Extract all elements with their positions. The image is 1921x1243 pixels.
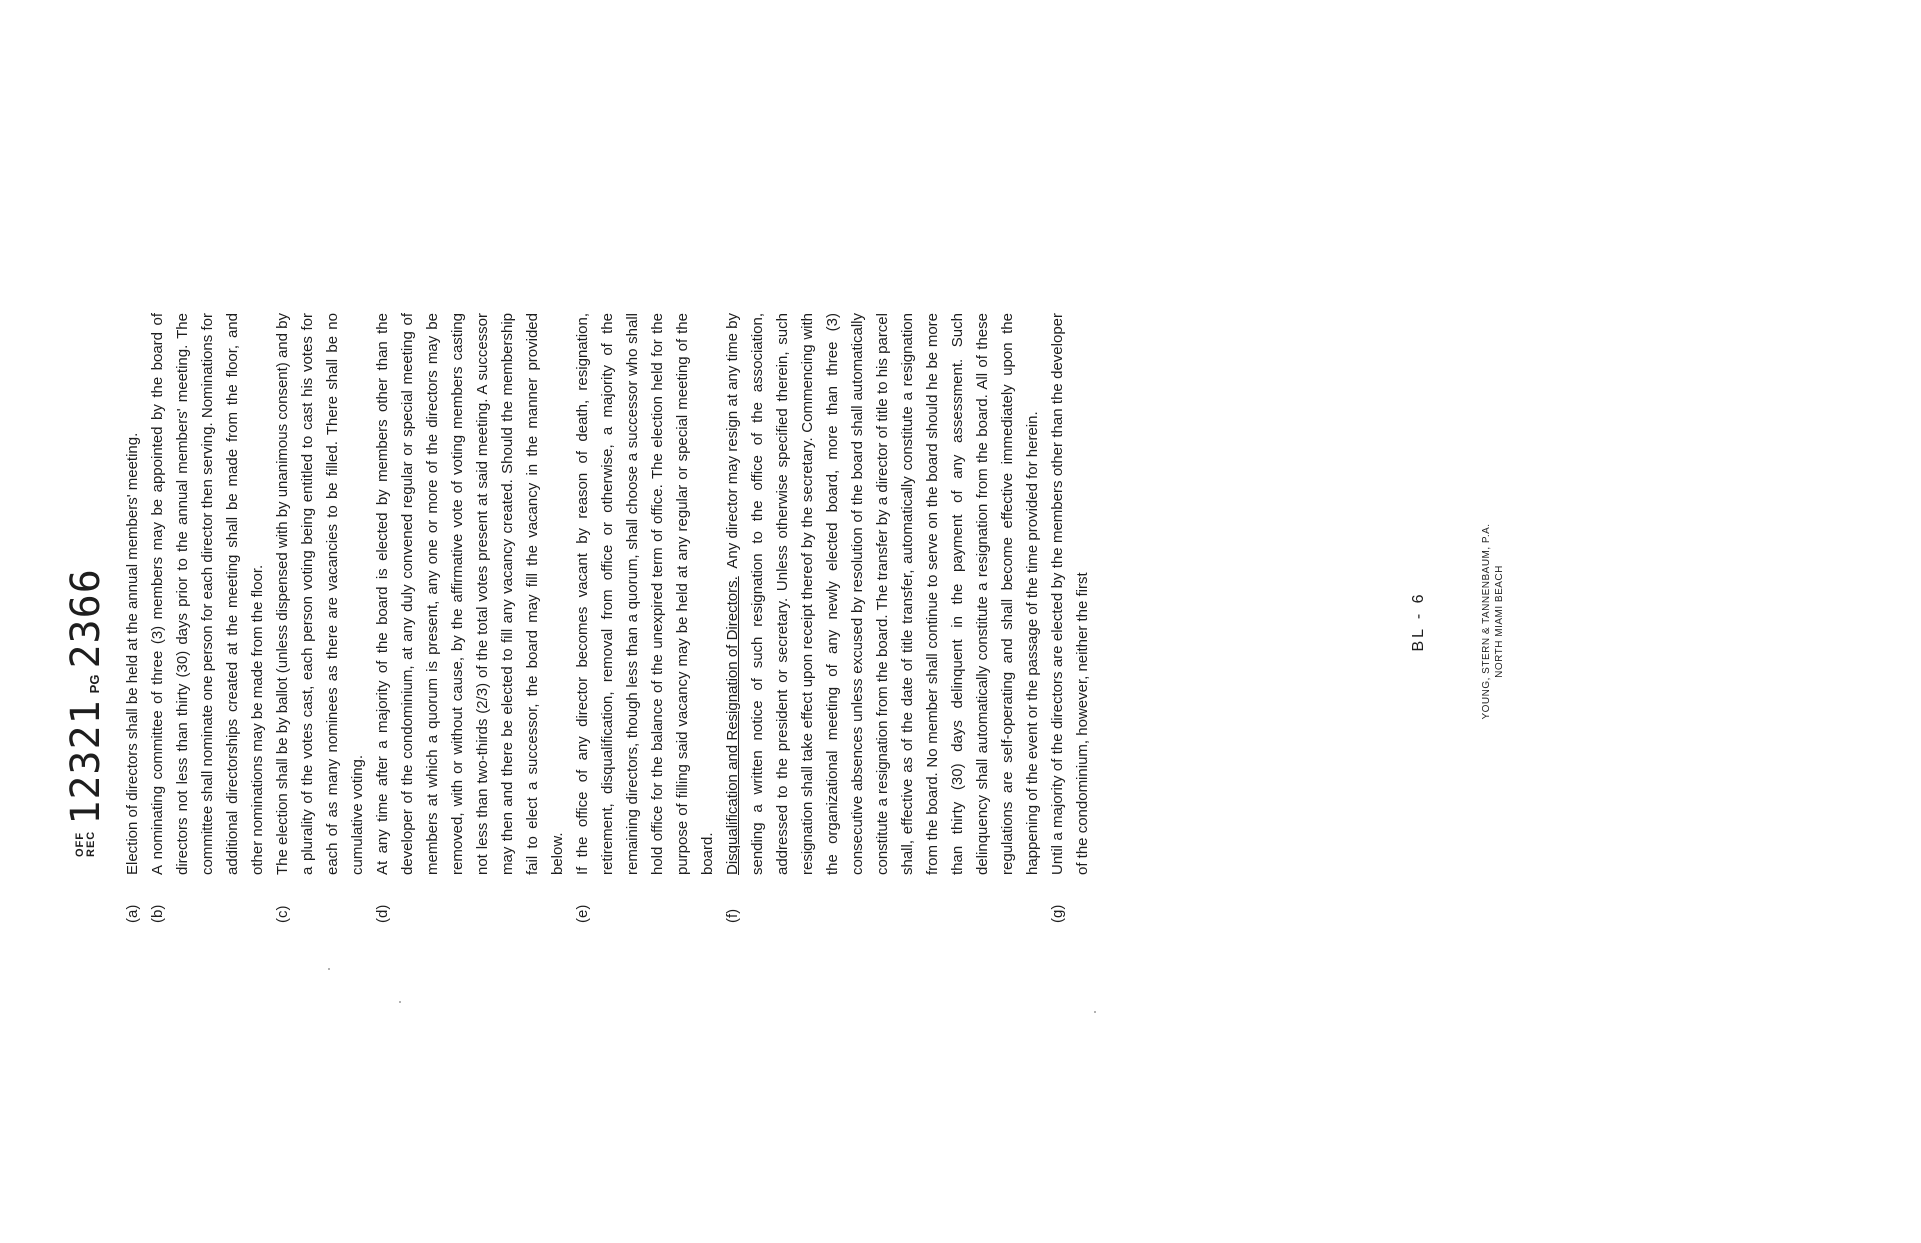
- clause-letter: (c): [274, 905, 291, 923]
- off-label: OFF: [74, 832, 86, 857]
- clause-letter: (e): [574, 904, 591, 923]
- clause-letter: (f): [724, 908, 741, 923]
- law-firm-footer: [1480, 0, 1506, 1243]
- off-rec-label: [75, 831, 97, 857]
- clause-body: Any director may resign at any time by sending a written notice of such resignation to the office of the association, addressed to the president or secretary. Unless otherwise specified therein, such resignation shall take effect upon receipt thereof by the secretary. Commencing with the organizational meeting of any newly elected board, more than three (3) consecutive absences unless excused by resolution of the board shall automatically constitute a resignation from the board. The transfer by a director of title to his parcel shall, effective as of the date of title transfer, automatically constitute a resignation from the board. No member shall continue to serve on the board should he be more than thirty (30) days delinquent in the payment of any assessment. Such delinquency shall automatically constitute a resignation from the board. All of these regulations are self-operating and shall become effective immediately upon the happening of the event or the passage of the time provided for herein.: [724, 312, 1041, 875]
- clause-d: [370, 313, 570, 923]
- clause-text: A nominating committee of three (3) members may be appointed by the board of directors not less than thirty (30) days prior to the annual members' meeting. The committee shall nominate one person for each director then serving. Nominations for additional directorships created at the meeting shall be made from the floor, and other nominations may be made from the floor.: [149, 313, 266, 875]
- clause-heading: Disqualification and Resignation of Directors.: [724, 576, 741, 875]
- clause-b: [145, 313, 270, 923]
- clause-text: [720, 313, 1045, 875]
- official-record-stamp: [63, 568, 109, 857]
- clause-e: [570, 313, 720, 923]
- clause-f: [720, 313, 1045, 923]
- clause-letter: (b): [149, 904, 166, 923]
- clause-letter: (g): [1049, 904, 1066, 923]
- clause-a: [120, 313, 145, 923]
- clause-text: At any time after a majority of the board is elected by members other than the developer of the condominium, at any duly convened regular or special meeting of members at which a quorum is present, any one or more of the directors may be removed, with or without cause, by the affirmative vote of voting members casting not less than two-thirds (2/3) of the total votes present at said meeting. A successor may then and there be elected to fill any vacancy created. Should the membership fail to elect a successor, the board may fill the vacancy in the manner provided below.: [374, 313, 566, 875]
- page-number: BL - 6: [1410, 591, 1427, 652]
- clause-text: The election shall be by ballot (unless dispensed with by unanimous consent) and by a plurality of the votes cast, each person voting being entitled to cast his votes for each of as many nominees as there are vacancies to be filled. There shall be no cumulative voting.: [274, 312, 366, 875]
- clause-text: Election of directors shall be held at the annual members' meeting.: [124, 432, 141, 875]
- clause-g: [1045, 313, 1095, 923]
- pg-label: PG: [87, 674, 102, 694]
- record-page-number: 2366: [63, 568, 109, 669]
- clause-text: Until a majority of the directors are elected by the members other than the developer of the condominium, however, neither the first: [1049, 313, 1091, 875]
- clause-letter: (d): [374, 904, 391, 923]
- record-book-number: 12321: [63, 699, 109, 825]
- firm-name: YOUNG, STERN & TANNENBAUM, P.A.: [1481, 523, 1492, 720]
- clause-c: [270, 313, 370, 923]
- clause-letter: (a): [124, 904, 141, 923]
- clause-text: If the office of any director becomes vacant by reason of death, resignation, retirement, disqualification, removal from office or otherwise, a majority of the remaining directors, though less than a quorum, shall choose a successor who shall hold office for the balance of the unexpired term of office. The election held for the purpose of filling said vacancy may be held at any regular or special meeting of the board.: [574, 313, 716, 875]
- bylaw-clauses: [120, 313, 1095, 923]
- firm-city: NORTH MIAMI BEACH: [1494, 565, 1505, 678]
- rec-label: REC: [85, 830, 97, 857]
